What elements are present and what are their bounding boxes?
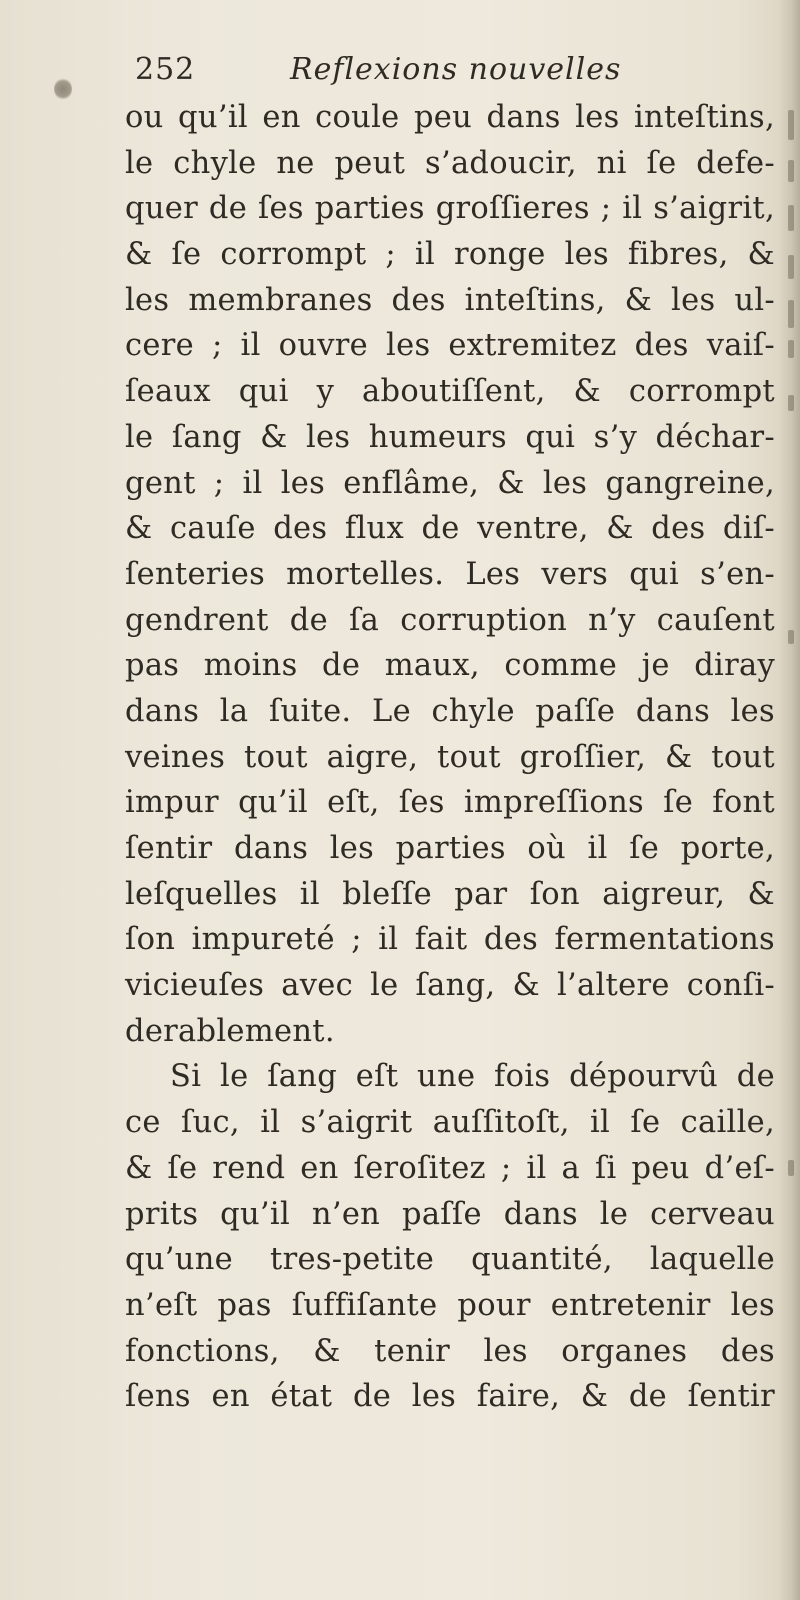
text-line: & ſe corrompt ; il ronge les fibres, &	[125, 237, 775, 273]
text-line: dans la ſuite. Le chyle paſſe dans les	[125, 693, 775, 729]
edge-mark	[788, 205, 794, 231]
text-line: n’eſt pas ſuffiſante pour entretenir les	[125, 1287, 775, 1323]
edge-mark	[788, 630, 794, 644]
edge-mark	[788, 395, 794, 411]
edge-mark	[788, 255, 794, 279]
text-line: cere ; il ouvre les extremitez des vaiſ-	[125, 328, 775, 364]
text-line: vicieuſes avec le ſang, & l’altere conſi-	[125, 968, 775, 1004]
text-line: les membranes des inteſtins, & les ul-	[125, 282, 775, 318]
text-line: & ſe rend en ſeroſitez ; il a ſi peu d’eſ-	[125, 1150, 775, 1186]
text-line: ſeaux qui y aboutiſſent, & corrompt	[125, 374, 775, 410]
text-line: prits qu’il n’en paſſe dans le cerveau	[125, 1196, 775, 1232]
edge-mark	[788, 1160, 794, 1176]
text-line: gendrent de ſa corruption n’y cauſent	[125, 602, 775, 638]
text-line: pas moins de maux, comme je diray	[125, 648, 775, 684]
text-line: ſentir dans les parties où il ſe porte,	[125, 831, 775, 866]
text-line: ce ſuc, il s’aigrit auſſitoſt, il ſe caille,	[125, 1105, 775, 1141]
edge-mark	[788, 110, 794, 140]
text-line: le ſang & les humeurs qui s’y déchar-	[125, 419, 775, 455]
text-line: qu’une tres-petite quantité, laquelle	[125, 1242, 775, 1278]
page-header	[135, 48, 755, 92]
ink-blot	[54, 78, 72, 100]
edge-mark	[788, 340, 794, 358]
edge-mark	[788, 160, 794, 182]
running-title: Reflexions nouvelles	[290, 52, 622, 87]
paragraph-first-line: Si le ſang eſt une fois dépourvû de	[170, 1059, 775, 1095]
text-line: leſquelles il bleſſe par ſon aigreur, &	[125, 876, 775, 912]
text-line: impur qu’il eſt, ſes impreſſions ſe font	[125, 785, 775, 821]
page-edge-marks	[788, 0, 796, 1600]
text-line: ou qu’il en coule peu dans les inteſtins,	[125, 100, 775, 135]
text-line: & cauſe des flux de ventre, & des diſ-	[125, 511, 775, 547]
text-line: gent ; il les enflâme, & les gangreine,	[125, 465, 775, 501]
page-number: 252	[135, 52, 196, 87]
text-line: ſon impureté ; il fait des fermentations	[125, 922, 775, 958]
text-line: ſens en état de les faire, & de ſentir	[125, 1379, 775, 1415]
text-line: quer de ſes parties groſſieres ; il s’aigrit,	[125, 191, 775, 227]
edge-mark	[788, 300, 794, 328]
body-text	[125, 95, 775, 1420]
text-line: derablement.	[125, 1013, 335, 1049]
text-line: ſenteries mortelles. Les vers qui s’en-	[125, 556, 775, 592]
text-line: le chyle ne peut s’adoucir, ni ſe defe-	[125, 145, 775, 181]
text-line: fonctions, & tenir les organes des	[125, 1333, 775, 1369]
text-line: veines tout aigre, tout groſſier, & tout	[125, 739, 775, 775]
